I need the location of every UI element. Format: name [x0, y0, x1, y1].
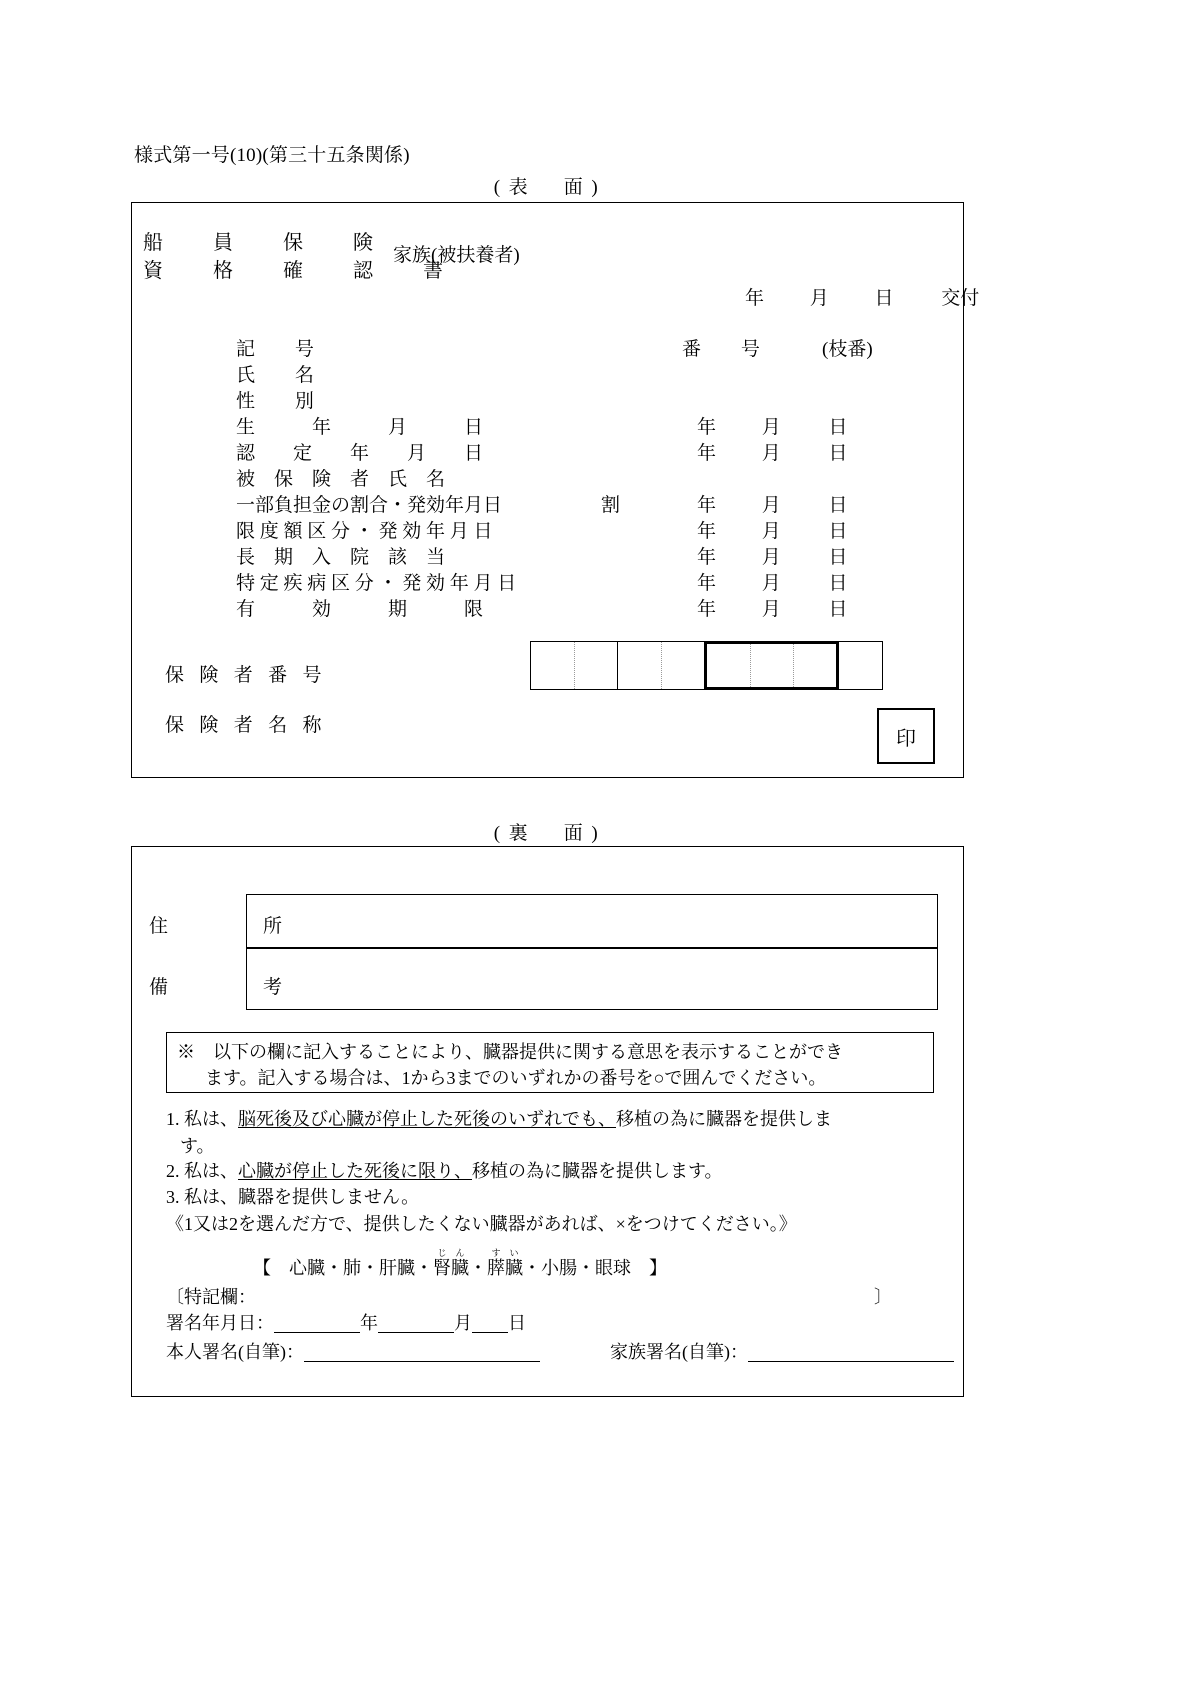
ymd-year: 年	[697, 495, 717, 516]
ymd-month: 月	[761, 547, 781, 568]
insurer-number-group-4[interactable]	[838, 641, 883, 690]
organ-list-open-bracket: 【	[253, 1258, 271, 1278]
organ-item-pancreas[interactable]	[487, 1248, 523, 1278]
insurer-number-label: 保 険 者 番 号	[165, 665, 327, 686]
back-side-label: (裏 面)	[493, 823, 607, 844]
form-number: 様式第一号(10)(第三十五条関係)	[134, 145, 410, 166]
insurer-number-group-3[interactable]	[704, 641, 839, 690]
card-title-line1: 船 員 保 険	[143, 232, 388, 254]
donation-choice-3[interactable]	[166, 1184, 419, 1210]
organ-separator: ・	[361, 1258, 379, 1278]
donation-exclusion-note: 《1又は2を選んだ方で、提供したくない臓器があれば、×をつけてください。》	[166, 1214, 797, 1234]
issue-year-label: 年	[745, 288, 765, 309]
insurer-number-cell[interactable]	[618, 642, 661, 689]
special-notes-label: 〔特記欄：	[166, 1287, 256, 1307]
insurer-name-label: 保 険 者 名 称	[165, 715, 327, 736]
signature-day-input[interactable]	[472, 1310, 508, 1333]
family-type-label: 家族(被扶養者)	[393, 245, 520, 266]
signature-year-input[interactable]	[274, 1310, 360, 1333]
ymd-year: 年	[697, 599, 717, 620]
organ-item-kidney-ruby: じん	[433, 1248, 469, 1258]
family-signature-label: 家族署名(自筆)：	[610, 1342, 748, 1362]
ymd-year: 年	[697, 573, 717, 594]
organ-item-eyeball[interactable]: 眼球	[595, 1258, 631, 1278]
address-label: 住 所	[149, 916, 302, 937]
field-label-seibetsu: 性 別	[236, 391, 325, 412]
insurer-number-cell[interactable]	[574, 642, 617, 689]
donation-choice-1[interactable]	[166, 1106, 832, 1132]
front-side-label: (表 面)	[493, 177, 607, 198]
remarks-label: 備 考	[149, 977, 302, 998]
organ-donation-notice-box	[166, 1032, 934, 1093]
field-label-limit-category: 限 度 額 区 分 ・ 発 効 年 月 日	[236, 521, 493, 542]
field-label-bangou: 番 号	[682, 339, 771, 360]
remarks-input-box[interactable]	[246, 948, 938, 1010]
field-label-validity-period: 有 効 期 限	[236, 599, 484, 620]
self-signature-row[interactable]	[166, 1338, 540, 1364]
organ-separator: ・	[469, 1258, 487, 1278]
ymd-copayment	[697, 490, 957, 517]
choice-1-text-b: 移植の為に臓器を提供しま	[616, 1109, 832, 1129]
ymd-day: 日	[828, 443, 848, 464]
ymd-month: 月	[761, 417, 781, 438]
card-title-line2: 資 格 確 認 書	[143, 260, 458, 282]
ymd-year: 年	[697, 547, 717, 568]
signature-year-label: 年	[360, 1313, 378, 1333]
insurer-number-group-2[interactable]	[617, 641, 705, 690]
ymd-month: 月	[761, 495, 781, 516]
ymd-day: 日	[828, 495, 848, 516]
organ-separator: ・	[523, 1258, 541, 1278]
ymd-month: 月	[761, 599, 781, 620]
field-label-copayment-rate: 一部負担金の割合・発効年月日	[236, 495, 503, 516]
organ-separator: ・	[415, 1258, 433, 1278]
ymd-month: 月	[761, 521, 781, 542]
notice-line-2: ます。記入する場合は、1から3までのいずれかの番号を○で囲んでください。	[205, 1068, 827, 1088]
ymd-long-term	[697, 542, 957, 569]
organ-item-pancreas-text: 膵臓	[487, 1258, 523, 1278]
field-label-specific-disease: 特 定 疾 病 区 分 ・ 発 効 年 月 日	[236, 573, 517, 594]
choice-2-number[interactable]: 2.	[166, 1161, 180, 1181]
organ-list-close-bracket: 】	[649, 1258, 667, 1278]
organ-item-heart[interactable]: 心臓	[289, 1258, 325, 1278]
insurer-number-cell[interactable]	[839, 642, 882, 689]
notice-line-1: ※ 以下の欄に記入することにより、臓器提供に関する意思を表示することができ	[177, 1042, 843, 1062]
ymd-day: 日	[828, 573, 848, 594]
issue-day-label: 日	[874, 288, 894, 309]
insurer-number-cell[interactable]	[661, 642, 704, 689]
family-signature-input[interactable]	[748, 1339, 954, 1362]
signature-month-label: 月	[454, 1313, 472, 1333]
signature-date-label: 署名年月日：	[166, 1313, 274, 1333]
family-signature-row[interactable]	[610, 1338, 954, 1364]
seal-box: 印	[877, 708, 935, 764]
self-signature-input[interactable]	[304, 1339, 540, 1362]
organ-separator: ・	[325, 1258, 343, 1278]
field-label-insured-name: 被 保 険 者 氏 名	[236, 469, 446, 490]
issue-month-label: 月	[809, 288, 829, 309]
field-label-certification-date: 認 定 年 月 日	[236, 443, 484, 464]
ymd-specific-disease	[697, 568, 957, 595]
insurer-number-cell[interactable]	[707, 644, 750, 687]
self-signature-label: 本人署名(自筆)：	[166, 1342, 304, 1362]
field-label-long-term-hospitalization: 長 期 入 院 該 当	[236, 547, 446, 568]
ymd-birthdate	[697, 412, 957, 439]
ymd-year: 年	[697, 417, 717, 438]
ymd-year: 年	[697, 443, 717, 464]
field-label-edaban: (枝番)	[822, 339, 873, 360]
organ-item-lung[interactable]: 肺	[343, 1258, 361, 1278]
choice-2-text-a: 私は、	[184, 1161, 238, 1181]
choice-3-number[interactable]: 3.	[166, 1187, 180, 1207]
field-label-shimei: 氏 名	[236, 365, 325, 386]
insurer-number-cell[interactable]	[531, 642, 574, 689]
choice-1-underlined: 脳死後及び心臓が停止した死後のいずれでも、	[238, 1109, 616, 1129]
copayment-wari-label: 割	[601, 495, 621, 516]
special-notes-close-bracket: 〕	[874, 1287, 892, 1307]
ymd-month: 月	[761, 443, 781, 464]
organ-item-pancreas-ruby: すい	[487, 1248, 523, 1258]
insurer-number-cell[interactable]	[793, 644, 836, 687]
donation-choice-2[interactable]	[166, 1158, 723, 1184]
ymd-certification	[697, 438, 957, 465]
choice-2-text-b: 移植の為に臓器を提供します。	[472, 1161, 723, 1181]
organ-item-liver[interactable]: 肝臓	[379, 1258, 415, 1278]
signature-date-row[interactable]	[166, 1309, 526, 1335]
choice-1-text-a: 私は、	[184, 1109, 238, 1129]
ymd-year: 年	[697, 521, 717, 542]
signature-day-label: 日	[508, 1313, 526, 1333]
insurer-number-group-1[interactable]	[530, 641, 618, 690]
ymd-limit-category	[697, 516, 957, 543]
ymd-day: 日	[828, 417, 848, 438]
insurer-number-boxes[interactable]	[531, 641, 875, 690]
choice-3-text: 私は、臓器を提供しません。	[184, 1187, 420, 1207]
organ-item-kidney-text: 腎臓	[433, 1258, 469, 1278]
field-label-kigo: 記 号	[236, 339, 325, 360]
address-input-box[interactable]	[246, 894, 938, 948]
ymd-month: 月	[761, 573, 781, 594]
donation-choice-1-continuation: す。	[180, 1136, 215, 1156]
organ-item-kidney[interactable]	[433, 1248, 469, 1278]
ymd-day: 日	[828, 521, 848, 542]
choice-1-number[interactable]: 1.	[166, 1109, 180, 1129]
ymd-validity	[697, 594, 957, 621]
issue-date-row	[745, 283, 979, 310]
organ-list[interactable]	[0, 1248, 920, 1280]
ymd-day: 日	[828, 547, 848, 568]
organ-item-small-intestine[interactable]: 小腸	[541, 1258, 577, 1278]
signature-month-input[interactable]	[378, 1310, 454, 1333]
insurer-number-cell[interactable]	[750, 644, 793, 687]
choice-2-underlined: 心臓が停止した死後に限り、	[238, 1161, 472, 1181]
ymd-day: 日	[828, 599, 848, 620]
issue-issued-label: 交付	[941, 288, 980, 309]
organ-separator: ・	[577, 1258, 595, 1278]
field-label-birthdate: 生 年 月 日	[236, 417, 484, 438]
